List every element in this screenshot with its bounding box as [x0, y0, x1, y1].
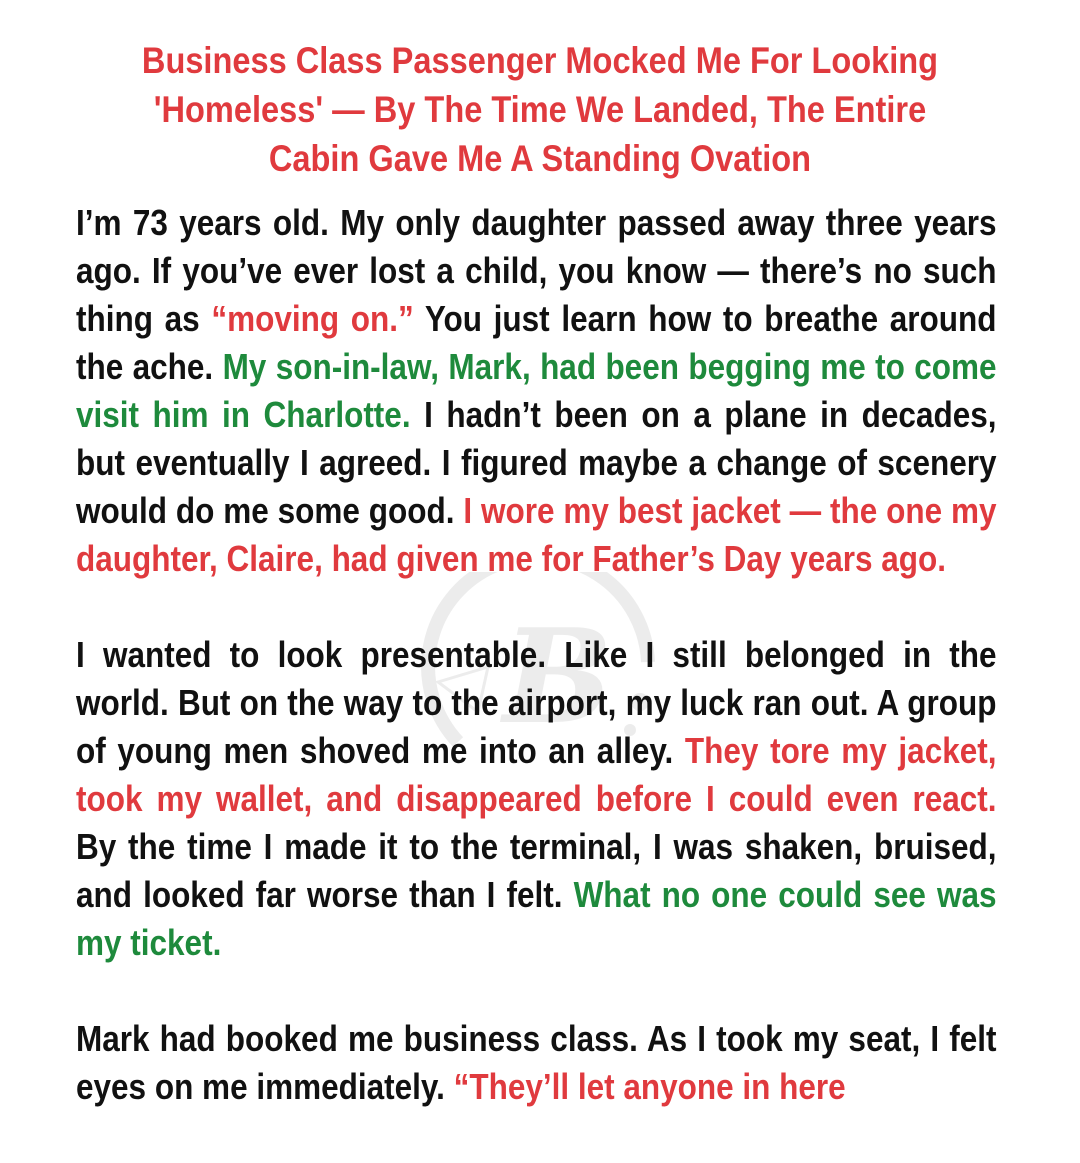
highlight-red: They tore my jacket, took my wallet, and disappeared before I could even react.	[76, 730, 997, 819]
text-segment: You just learn how to breathe around the ache.	[76, 298, 997, 387]
highlight-green: What no one could see was my ticket.	[76, 874, 997, 963]
highlight-red: “moving on.”	[211, 298, 414, 339]
highlight-red: “They’ll let anyone in here	[453, 1066, 846, 1107]
text-segment: By the time I made it to the terminal, I was shaken, bruised, and looked far worse than I felt.	[76, 826, 997, 915]
paragraph	[76, 1015, 997, 1111]
text-segment: I hadn’t been on a plane in decades, but eventually I agreed. I figured maybe a change of scenery would do me some good.	[76, 394, 997, 531]
svg-text:B: B	[503, 600, 613, 753]
text-segment: I’m 73 years old. My only daughter passed away three years ago. If you’ve ever lost a child, you know — there’s no such thing as	[76, 202, 997, 339]
title-line: Business Class Passenger Mocked Me For Looking	[141, 40, 939, 81]
text-segment: I wanted to look presentable. Like I still belonged in the world. But on the way to the airport, my luck ran out. A group of young men shoved me into an alley.	[76, 634, 997, 771]
title-line: Cabin Gave Me A Standing Ovation	[268, 138, 812, 179]
highlight-red: I wore my best jacket — the one my daughter, Claire, had given me for Father’s Day years ago.	[76, 490, 997, 579]
paragraph	[76, 631, 997, 967]
highlight-green: My son-in-law, Mark, had been begging me to come visit him in Charlotte.	[76, 346, 997, 435]
title-line: 'Homeless' — By The Time We Landed, The Entire	[153, 89, 927, 130]
story-body	[76, 199, 997, 1159]
text-segment: Mark had booked me business class. As I took my seat, I felt eyes on me immediately.	[76, 1018, 997, 1107]
article-title	[100, 36, 980, 183]
paragraph	[76, 199, 997, 583]
